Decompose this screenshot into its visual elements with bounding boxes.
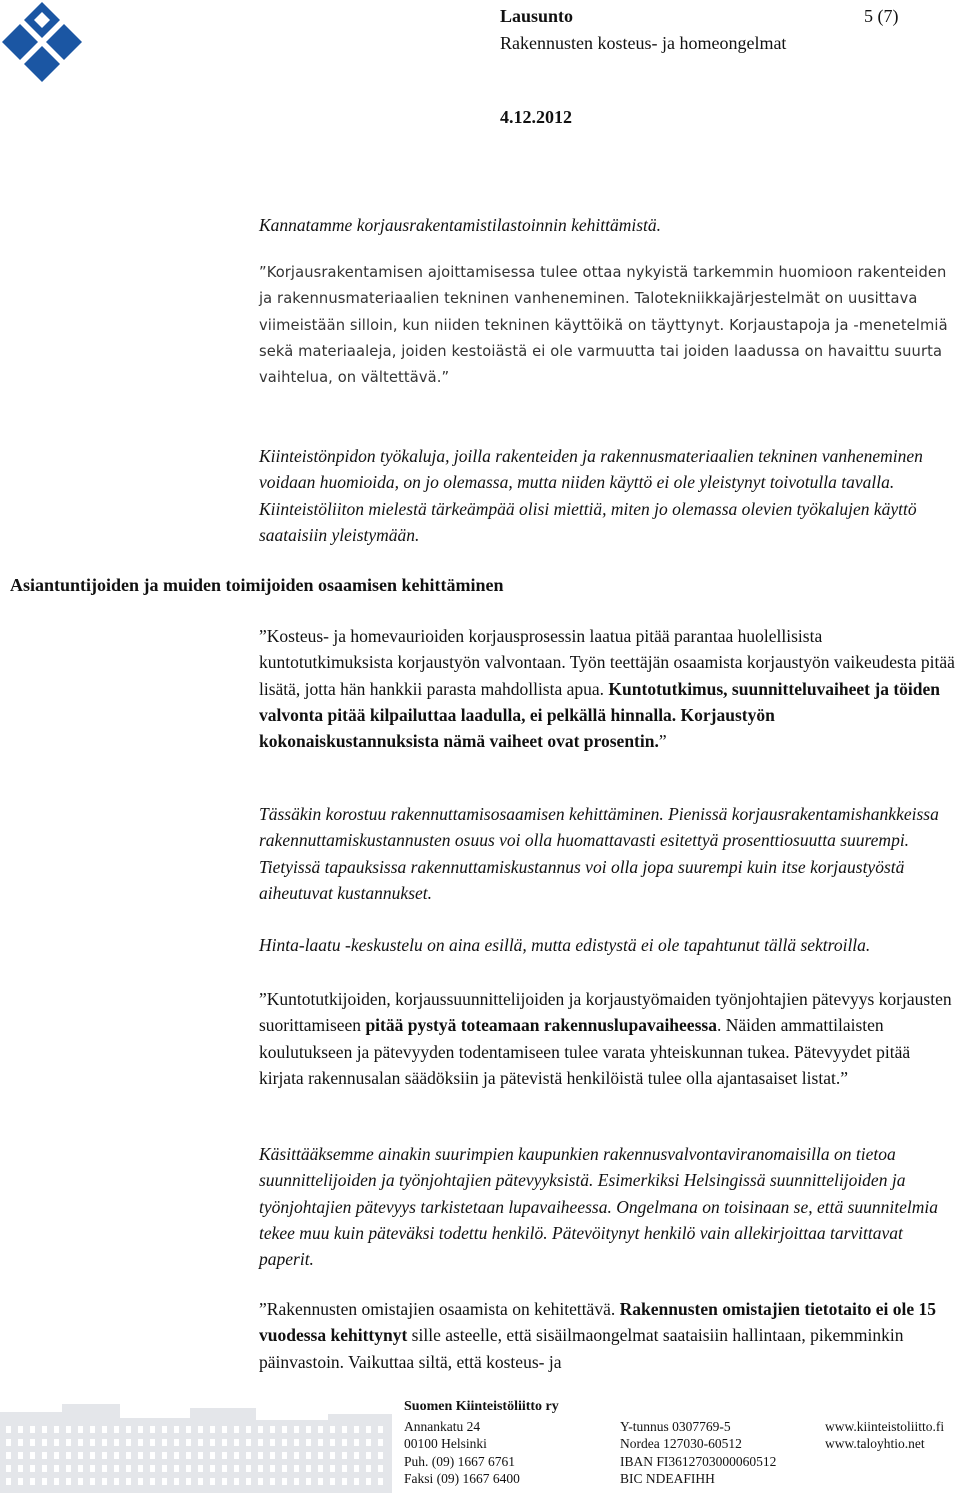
building-window [330, 1452, 335, 1459]
building-window [174, 1426, 179, 1433]
building-window [294, 1465, 299, 1472]
footer-banking [620, 1418, 776, 1488]
building-window [330, 1465, 335, 1472]
building-window [114, 1478, 119, 1485]
iban: IBAN FI3612703000060512 [620, 1453, 777, 1469]
building-window [222, 1478, 227, 1485]
building-window [102, 1452, 107, 1459]
building-window [90, 1439, 95, 1446]
building-window [366, 1452, 371, 1459]
building-window [66, 1439, 71, 1446]
building-window [90, 1426, 95, 1433]
building-window [126, 1426, 131, 1433]
building-window [78, 1478, 83, 1485]
building-window [162, 1426, 167, 1433]
building-window [378, 1465, 383, 1472]
kiinteistoliitto-logo [0, 0, 84, 84]
building-window [222, 1439, 227, 1446]
building-window [210, 1452, 215, 1459]
building-window [66, 1452, 71, 1459]
building-window [174, 1439, 179, 1446]
building-window [246, 1478, 251, 1485]
fax-number: Faksi (09) 1667 6400 [404, 1471, 520, 1487]
building-window [42, 1478, 47, 1485]
building-window [354, 1426, 359, 1433]
building-window [378, 1478, 383, 1485]
website-link-taloyhtio[interactable]: www.taloyhtio.net [825, 1436, 925, 1452]
building-window [294, 1439, 299, 1446]
building-window [54, 1465, 59, 1472]
building-window [222, 1465, 227, 1472]
building-window [354, 1439, 359, 1446]
building-window [246, 1465, 251, 1472]
building-window [198, 1465, 203, 1472]
building-window [42, 1465, 47, 1472]
building-window [294, 1478, 299, 1485]
building-window [6, 1478, 11, 1485]
building-window [342, 1439, 347, 1446]
building-window [330, 1426, 335, 1433]
building-window [342, 1452, 347, 1459]
building-window [90, 1465, 95, 1472]
quote-owners [259, 1296, 959, 1375]
document-type: Lausunto [500, 6, 574, 26]
paragraph-building-control: Käsittääksemme ainakin suurimpien kaupunkien rakennusvalvontaviranomaisilla on tietoa suunnittelijoiden ja työnjohtajien pätevyyksistä. Esimerkiksi Helsingissä suunnittelijoiden ja työnjohtajien pätevyys tarkistetaan lupavaiheessa. Ongelmana on toisinaan se, että suunnitelmia tekee muu kuin päteväksi todettu henkilö. Pätevöitynyt henkilö vain allekirjoittaa tarvittavat paperit. [259, 1144, 938, 1270]
building-window [210, 1426, 215, 1433]
building-window [378, 1439, 383, 1446]
building-window [78, 1426, 83, 1433]
building-window [246, 1439, 251, 1446]
building-window [210, 1478, 215, 1485]
building-window [246, 1452, 251, 1459]
paragraph-commissioning: Tässäkin korostuu rakennuttamisosaamisen kehittäminen. Pienissä korjausrakentamishankkeissa rakennuttamiskustannusten osuus voi olla huomattavasti esitettyä prosenttiosuutta suurempi. Tietyissä tapauksissa rakennuttamiskustannus voi olla jopa suurempi kuin itse korjaustyöstä aiheutuvat kustannukset. [259, 804, 939, 903]
building-window [306, 1478, 311, 1485]
building-window [30, 1478, 35, 1485]
building-window [198, 1478, 203, 1485]
building-window [270, 1465, 275, 1472]
building-window [186, 1478, 191, 1485]
paragraph-statistics: Kannatamme korjausrakentamistilastoinnin kehittämistä. [259, 215, 661, 235]
building-window [6, 1439, 11, 1446]
building-window [186, 1465, 191, 1472]
building-window [234, 1465, 239, 1472]
building-window [318, 1465, 323, 1472]
building-window [126, 1465, 131, 1472]
building-illustration [0, 1400, 392, 1493]
building-window [246, 1426, 251, 1433]
building-window [18, 1465, 23, 1472]
closing-quote-mark: ” [658, 731, 667, 752]
building-window [54, 1439, 59, 1446]
quote-owners-emphasis: Rakennusten omistajien tietotaito ei ole 15 vuodessa kehittynyt [259, 1299, 937, 1346]
building-window [114, 1465, 119, 1472]
building-window [42, 1439, 47, 1446]
building-window [210, 1439, 215, 1446]
building-window [42, 1452, 47, 1459]
building-window [234, 1452, 239, 1459]
building-window [66, 1465, 71, 1472]
building-window [294, 1452, 299, 1459]
building-window [186, 1439, 191, 1446]
building-window [78, 1439, 83, 1446]
building-window [54, 1426, 59, 1433]
quote-repair-quality-emphasis: Kuntotutkimus, suunnitteluvaiheet ja töiden valvonta pitää kilpailuttaa laadulla, ei pelkällä hinnalla. Korjaustyön kokonaiskustannuksista nämä vaiheet ovat prosentin. [259, 678, 941, 752]
quote-competence-emphasis: pitää pystyä toteamaan rakennuslupavaiheessa [365, 1015, 717, 1036]
building-window [150, 1452, 155, 1459]
building-window [126, 1439, 131, 1446]
building-window [162, 1478, 167, 1485]
building-window [54, 1478, 59, 1485]
building-window [66, 1426, 71, 1433]
paragraph-price-quality: Hinta-laatu -keskustelu on aina esillä, mutta edistystä ei ole tapahtunut tällä sektroilla. [259, 935, 871, 955]
building-window [138, 1452, 143, 1459]
building-window [138, 1478, 143, 1485]
building-window [18, 1426, 23, 1433]
building-window [150, 1465, 155, 1472]
building-window [30, 1465, 35, 1472]
building-window [66, 1478, 71, 1485]
building-window [306, 1439, 311, 1446]
building-window [318, 1478, 323, 1485]
building-window [330, 1439, 335, 1446]
organization-name: Suomen Kiinteistöliitto ry [404, 1399, 559, 1414]
quote-competence-text-end: . Näiden ammattilaisten koulutukseen ja pätevyyden todentamiseen tulee varata yhteiskunnan tukea. Pätevyydet pitää kirjata rakennusalan säädöksiin ja pätevistä henkilöistä tulee olla ajantasaiset listat.” [259, 1015, 911, 1088]
building-window [306, 1465, 311, 1472]
building-window [174, 1465, 179, 1472]
building-window [198, 1439, 203, 1446]
quote-owners-text: ”Rakennusten omistajien osaamista on kehitettävä. [259, 1299, 620, 1319]
building-window [378, 1426, 383, 1433]
building-window [186, 1426, 191, 1433]
building-window [138, 1426, 143, 1433]
quote-repair-quality-text: ”Kosteus- ja homevaurioiden korjausprosessin laatua pitää parantaa huolellisista kuntotutkimuksista korjaustyön valvontaan. Työn teettäjän osaamista korjaustyön vaikeudesta pitää lisätä, jotta hän hankkii parasta mahdollista apua. [259, 626, 955, 699]
paragraph-maintenance-tools: Kiinteistönpidon työkaluja, joilla rakenteiden ja rakennusmateriaalien tekninen vanheneminen voidaan huomioida, on jo olemassa, mutta niiden käyttö ei ole yleistynyt toivotulla tavalla. Kiinteistöliiton mielestä tärkeämpää olisi miettiä, miten jo olemassa olevien työkalujen käyttö saataisiin yleistymään. [259, 446, 923, 545]
building-window [258, 1478, 263, 1485]
street-address: Annankatu 24 [404, 1419, 481, 1434]
building-window [222, 1452, 227, 1459]
website-link-kiinteistoliitto[interactable]: www.kiinteistoliitto.fi [825, 1419, 945, 1434]
building-window [258, 1452, 263, 1459]
building-window [282, 1452, 287, 1459]
building-window [30, 1439, 35, 1446]
building-window [366, 1439, 371, 1446]
building-window [282, 1465, 287, 1472]
building-window [294, 1426, 299, 1433]
building-window [210, 1465, 215, 1472]
building-window [150, 1478, 155, 1485]
building-window [198, 1452, 203, 1459]
building-window [234, 1478, 239, 1485]
document-subject: Rakennusten kosteus- ja homeongelmat [500, 33, 787, 53]
building-window [306, 1452, 311, 1459]
building-window [342, 1478, 347, 1485]
building-window [234, 1439, 239, 1446]
building-window [138, 1439, 143, 1446]
building-window [174, 1478, 179, 1485]
footer-address [404, 1418, 520, 1488]
building-window [6, 1465, 11, 1472]
building-window [306, 1426, 311, 1433]
quote-renovation-timing: ”Korjausrakentamisen ajoittamisessa tulee ottaa nykyistä tarkemmin huomioon rakenteiden ja rakennusmateriaalien tekninen vanheneminen. Talotekniikkajärjestelmät on uusittava viimeistään silloin, kun niiden tekninen käyttöikä on täyttynyt. Korjaustapoja ja -menetelmiä sekä materiaaleja, joiden kestoiästä ei ole varmuutta tai joiden laadussa on havaittu suurta vaihtelua, on vältettävä.” [259, 264, 948, 387]
building-window [366, 1426, 371, 1433]
postal-address: 00100 Helsinki [404, 1436, 487, 1452]
building-window [234, 1426, 239, 1433]
building-window [342, 1465, 347, 1472]
building-window [366, 1465, 371, 1472]
building-window [270, 1439, 275, 1446]
footer-websites [825, 1418, 944, 1453]
building-window [90, 1452, 95, 1459]
building-window [102, 1465, 107, 1472]
building-window [318, 1439, 323, 1446]
building-window [18, 1452, 23, 1459]
building-window [282, 1478, 287, 1485]
building-window [354, 1465, 359, 1472]
page-number: 5 (7) [864, 6, 899, 26]
building-window [54, 1452, 59, 1459]
building-window [18, 1478, 23, 1485]
building-window [258, 1465, 263, 1472]
bank-account: Nordea 127030-60512 [620, 1436, 742, 1452]
phone-number: Puh. (09) 1667 6761 [404, 1453, 515, 1469]
quote-competence-text: ”Kuntotutkijoiden, korjaussuunnittelijoiden ja korjaustyömaiden työnjohtajien pätevyys korjausten suorittamiseen [259, 989, 952, 1036]
building-window [270, 1426, 275, 1433]
building-window [162, 1465, 167, 1472]
building-window [30, 1452, 35, 1459]
building-window [150, 1426, 155, 1433]
business-id: Y-tunnus 0307769-5 [620, 1419, 731, 1434]
document-date: 4.12.2012 [500, 107, 572, 127]
building-window [150, 1439, 155, 1446]
building-window [330, 1478, 335, 1485]
quote-repair-quality [259, 623, 959, 754]
building-window [282, 1439, 287, 1446]
building-window [366, 1478, 371, 1485]
building-window [342, 1426, 347, 1433]
building-window [78, 1452, 83, 1459]
building-window [90, 1478, 95, 1485]
building-window [258, 1439, 263, 1446]
building-window [354, 1452, 359, 1459]
building-window [102, 1426, 107, 1433]
building-window [198, 1426, 203, 1433]
building-window [270, 1452, 275, 1459]
building-window [6, 1426, 11, 1433]
building-window [126, 1478, 131, 1485]
building-window [126, 1452, 131, 1459]
building-window [318, 1452, 323, 1459]
building-window [174, 1452, 179, 1459]
building-window [318, 1426, 323, 1433]
building-window [162, 1439, 167, 1446]
building-window [138, 1465, 143, 1472]
bic: BIC NDEAFIHH [620, 1471, 715, 1487]
building-window [102, 1439, 107, 1446]
building-window [30, 1426, 35, 1433]
building-window [102, 1478, 107, 1485]
building-window [114, 1426, 119, 1433]
building-window [18, 1439, 23, 1446]
building-window [282, 1426, 287, 1433]
building-window [78, 1465, 83, 1472]
building-window [354, 1478, 359, 1485]
building-window [186, 1452, 191, 1459]
building-window [258, 1426, 263, 1433]
building-window [270, 1478, 275, 1485]
building-window [114, 1452, 119, 1459]
building-window [162, 1452, 167, 1459]
building-window [378, 1452, 383, 1459]
section-heading: Asiantuntijoiden ja muiden toimijoiden osaamisen kehittäminen [10, 575, 504, 595]
quote-competence [259, 986, 959, 1091]
building-window [6, 1452, 11, 1459]
building-window [114, 1439, 119, 1446]
quote-owners-text-end: sille asteelle, että sisäilmaongelmat saataisiin hallintaan, pikemminkin päinvastoin. Vaikuttaa siltä, että kosteus- ja [259, 1325, 904, 1372]
building-window [42, 1426, 47, 1433]
building-window [222, 1426, 227, 1433]
